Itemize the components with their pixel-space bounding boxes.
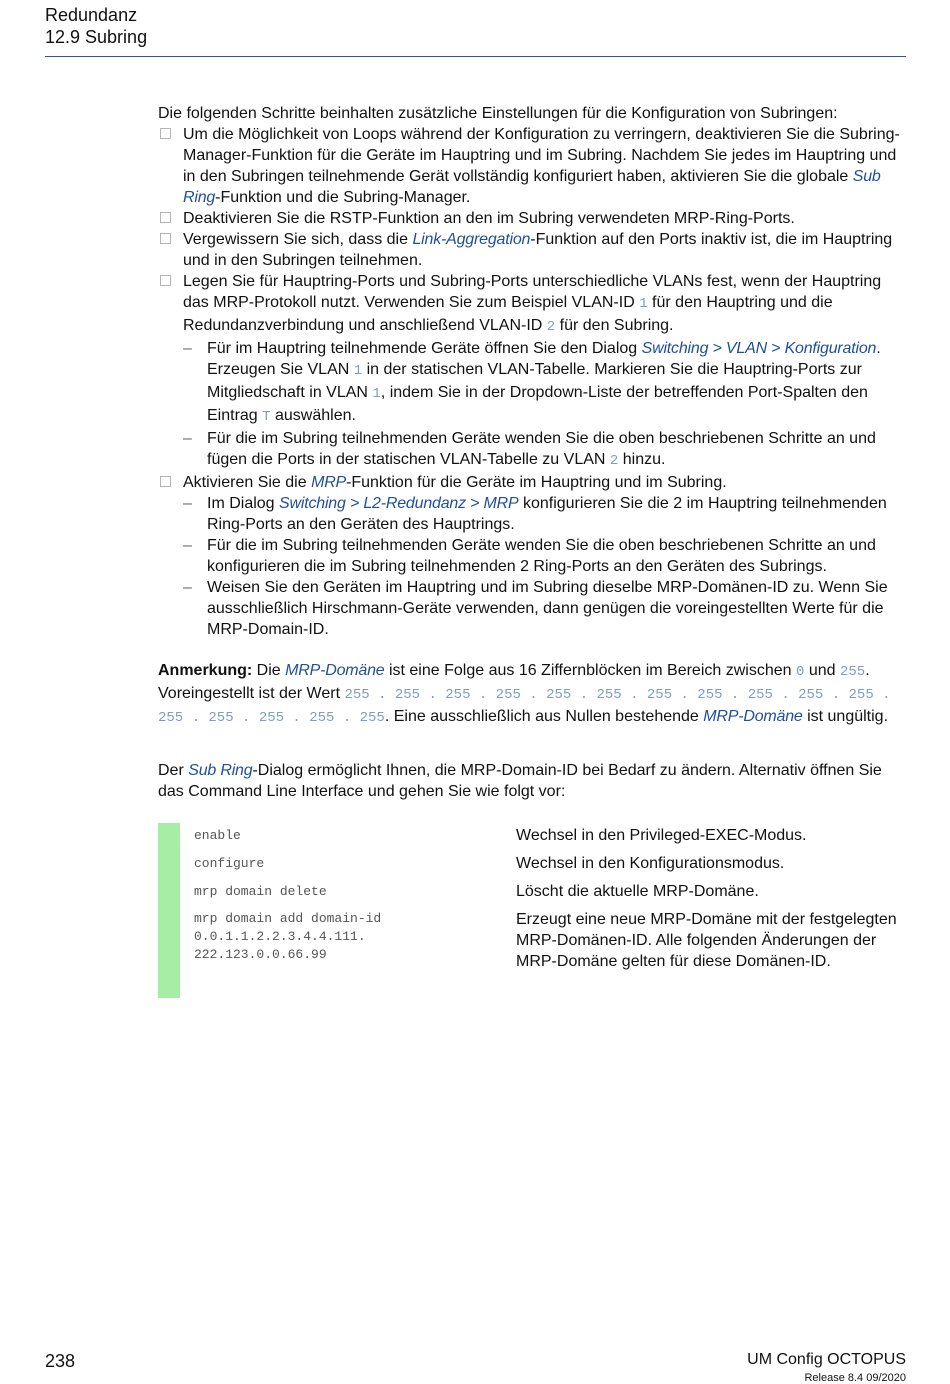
code-value: 255 bbox=[839, 664, 866, 680]
sub-list-item: – Für die im Subring teilnehmenden Geräte wenden Sie die oben beschriebenen Schritte an und konfigurieren die im Subring teilnehmenden 2 Ring-Ports an den Geräten des Subrings. bbox=[183, 537, 876, 575]
ui-reference: MRP bbox=[311, 474, 347, 491]
note-paragraph: Anmerkung: Die MRP-Domäne ist eine Folge aus 16 Ziffernblöcken im Bereich zwischen 0 und 255. Voreingestellt ist der Wert 255 . 255 . 255 . 255 . 255 . 255 . 255 . 255 . 255 . 255 . 255 . 255 . 255 . 255 . 255 . 255. Eine ausschließlich aus Nullen bestehende MRP-Domäne ist ungültig. bbox=[158, 662, 891, 726]
code-value: 2 bbox=[546, 319, 556, 335]
sub-list-item: – Weisen Sie den Geräten im Hauptring und im Subring dieselbe MRP-Domänen-ID zu. Wenn Sie ausschließlich Hirschmann-Geräte verwenden, dann genügen die voreingestellten Werte für die MRP-Domain-ID. bbox=[183, 579, 888, 638]
list-item: Deaktivieren Sie die RSTP-Funktion an den im Subring verwendeten MRP-Ring-Ports. bbox=[158, 208, 906, 229]
checkbox-bullet-icon bbox=[160, 128, 171, 139]
dash-bullet-icon: – bbox=[183, 495, 192, 512]
code-value: 1 bbox=[372, 386, 381, 402]
release-info: Release 8.4 09/2020 bbox=[804, 1372, 906, 1384]
command-code: mrp domain delete bbox=[194, 884, 327, 899]
command-description: Erzeugt eine neue MRP-Domäne mit der festgelegten MRP-Domänen-ID. Alle folgenden Änderungen der MRP-Domäne gelten für diese Domänen-ID. bbox=[516, 911, 897, 970]
checkbox-bullet-icon bbox=[160, 212, 171, 223]
page-header bbox=[45, 4, 147, 48]
main-content bbox=[158, 103, 906, 802]
chapter-title: Redundanz bbox=[45, 5, 138, 25]
code-value: T bbox=[262, 409, 271, 425]
dash-bullet-icon: – bbox=[183, 537, 192, 554]
command-code: mrp domain add domain-id 0.0.1.1.2.2.3.4.4.111. 222.123.0.0.66.99 bbox=[194, 911, 382, 962]
document-title: UM Config OCTOPUS bbox=[747, 1351, 906, 1368]
dash-bullet-icon: – bbox=[183, 430, 192, 447]
note-label: Anmerkung: bbox=[158, 662, 253, 679]
code-marker-bar bbox=[158, 823, 180, 998]
command-code: enable bbox=[194, 828, 241, 843]
list-item: Aktivieren Sie die MRP-Funktion für die Geräte im Hauptring und im Subring. bbox=[158, 472, 906, 493]
ui-reference: MRP-Domäne bbox=[285, 662, 385, 679]
code-value: 1 bbox=[639, 296, 648, 312]
page-number: 238 bbox=[45, 1351, 76, 1371]
cli-intro-paragraph: Der Sub Ring-Dialog ermöglicht Ihnen, die MRP-Domain-ID bei Bedarf zu ändern. Alternativ öffnen Sie das Command Line Interface und gehen Sie wie folgt vor: bbox=[158, 762, 882, 800]
list-item: Vergewissern Sie sich, dass die Link-Aggregation-Funktion auf den Ports inaktiv ist, die im Hauptring und in den Subringen teilnehmen. bbox=[158, 229, 906, 271]
checkbox-bullet-icon bbox=[160, 476, 171, 487]
ui-reference: MRP-Domäne bbox=[703, 708, 803, 725]
code-value: 1 bbox=[353, 363, 363, 379]
list-item: Um die Möglichkeit von Loops während der Konfiguration zu verringern, deaktivieren Sie die Subring-Manager-Funktion für die Geräte im Hauptring und im Subring. Nachdem Sie jedes im Hauptring und in den Subringen teilnehmende Gerät vollständig konfiguriert haben, aktivieren Sie die globale Sub Ring-Funktion und die Subring-Manager. bbox=[158, 124, 906, 208]
ui-reference: Switching > VLAN > Konfiguration bbox=[641, 340, 877, 357]
checkbox-bullet-icon bbox=[160, 233, 171, 244]
command-description: Wechsel in den Konfigurationsmodus. bbox=[516, 855, 785, 872]
dash-bullet-icon: – bbox=[183, 579, 192, 596]
ui-reference: Link-Aggregation bbox=[412, 231, 531, 248]
code-value: 2 bbox=[609, 453, 619, 469]
command-description: Löscht die aktuelle MRP-Domäne. bbox=[516, 883, 759, 900]
list-item: Legen Sie für Hauptring-Ports und Subring-Ports unterschiedliche VLANs fest, wenn der Hauptring das MRP-Protokoll nutzt. Verwenden Sie zum Beispiel VLAN-ID 1 für den Hauptring und die Redundanzverbindung und anschließend VLAN-ID 2 für den Subring. bbox=[158, 271, 906, 338]
sub-list-item: – Für im Hauptring teilnehmende Geräte öffnen Sie den Dialog Switching > VLAN > Konfiguration. Erzeugen Sie VLAN 1 in der statischen VLAN-Tabelle. Markieren Sie die Hauptring-Ports zur Mitgliedschaft in VLAN 1, indem Sie in der Dropdown-Liste der betreffenden Port-Spalten den Eintrag T auswählen. bbox=[183, 340, 881, 425]
header-rule bbox=[45, 56, 906, 57]
code-value: 0 bbox=[795, 664, 805, 680]
sub-list-item: – Für die im Subring teilnehmenden Geräte wenden Sie die oben beschriebenen Schritte an und fügen die Ports in der statischen VLAN-Tabelle zu VLAN 2 hinzu. bbox=[183, 430, 876, 469]
sub-list-item: – Im Dialog Switching > L2-Redundanz > MRP konfigurieren Sie die 2 im Hauptring teilnehmenden Ring-Ports an den Geräten des Hauptrings. bbox=[183, 495, 887, 533]
ui-reference: Sub Ring bbox=[183, 168, 881, 206]
ui-reference: Sub Ring bbox=[188, 762, 253, 779]
checkbox-bullet-icon bbox=[160, 275, 171, 286]
command-description: Wechsel in den Privileged-EXEC-Modus. bbox=[516, 827, 807, 844]
dash-bullet-icon: – bbox=[183, 340, 192, 357]
command-code: configure bbox=[194, 856, 265, 871]
section-title: 12.9 Subring bbox=[45, 27, 148, 47]
intro-paragraph: Die folgenden Schritte beinhalten zusätzliche Einstellungen für die Konfiguration von Subringen: bbox=[158, 105, 838, 122]
ui-reference: Switching > L2-Redundanz > MRP bbox=[279, 495, 519, 512]
default-domain-value: 255 . 255 . 255 . 255 . 255 . 255 . 255 . 255 . 255 . 255 . 255 . 255 . 255 . 255 . 255 . 255 bbox=[158, 687, 891, 726]
